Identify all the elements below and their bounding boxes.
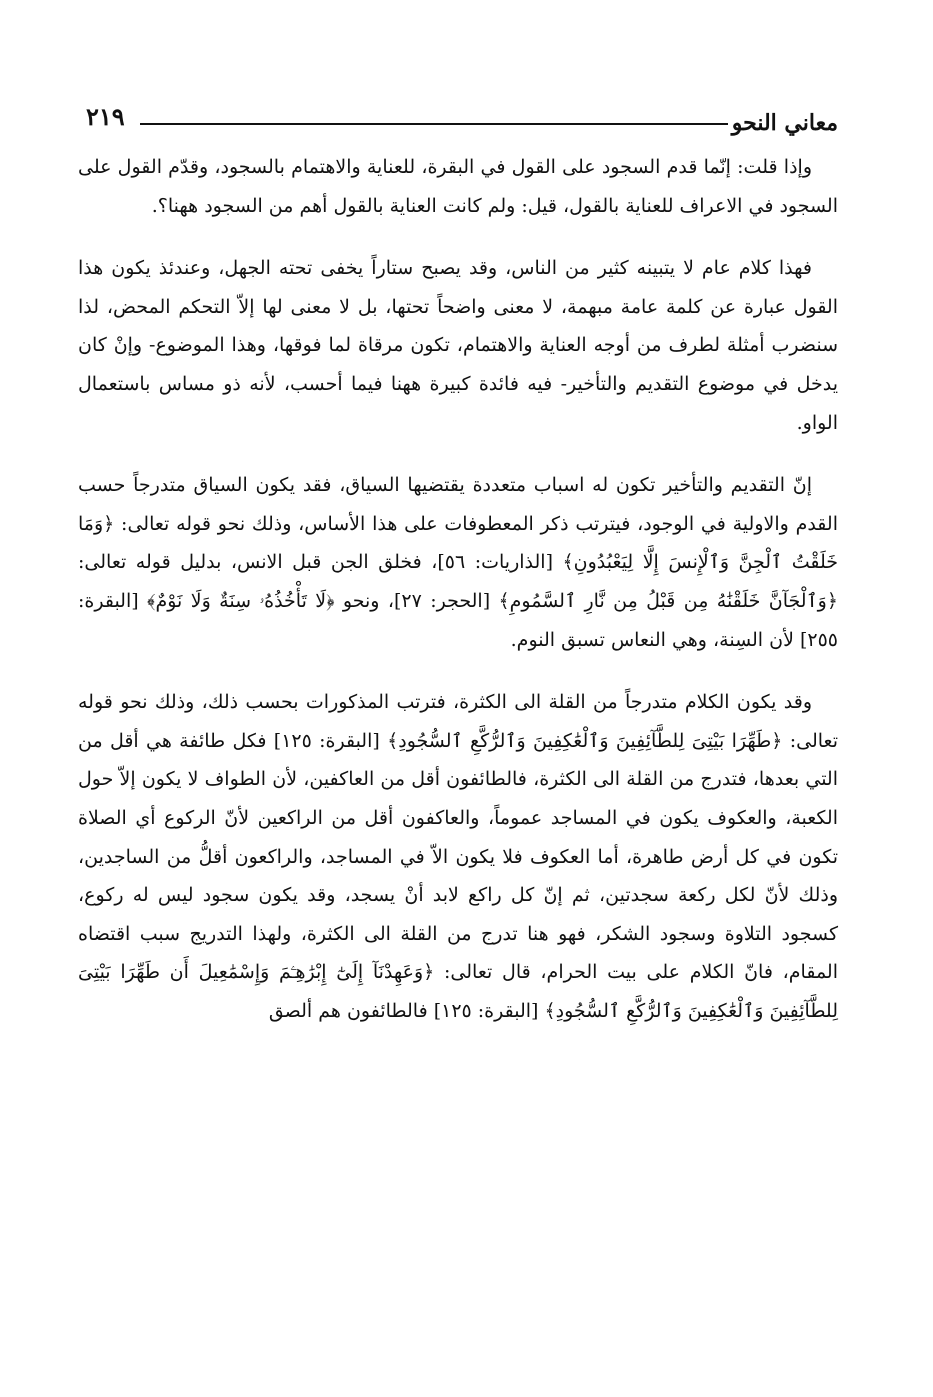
header-rule: [140, 123, 728, 125]
running-title: معاني النحو: [731, 110, 838, 136]
page-body: [78, 148, 838, 1030]
paragraph-2: فهذا كلام عام لا يتبينه كثير من الناس، وقد يصبح ستاراً يخفى تحته الجهل، وعندئذ يكون هذا القول عبارة عن كلمة عامة مبهمة، لا معنى واضحاً تحتها، بل لا معنى لها إلاّ التحكم المحض، لذا سنضرب أمثلة لطرف من أوجه العناية والاهتمام، تكون مرقاة لما فوقها، وهذا الموضوع- وإنْ كان يدخل في موضوع التقديم والتأخير- فيه فائدة كبيرة ههنا فيما أحسب، لأنه ذو مساس باستعمال الواو.: [78, 257, 838, 434]
page-number: ٢١٩: [86, 102, 125, 131]
book-page: [78, 100, 838, 1370]
paragraph-4: وقد يكون الكلام متدرجاً من القلة الى الكثرة، فترتب المذكورات بحسب ذلك، وذلك نحو قوله تعالى: ﴿طَهِّرَا بَيْتِىَ لِلطَّآئِفِينَ وَٱلْعَٰكِفِينَ وَٱلرُّكَّعِ ٱلسُّجُودِ﴾ [البقرة: ١٢٥] فكل طائفة هي أقل من التي بعدها، فتدرج من القلة الى الكثرة، فالطائفون أقل من العاكفين، لأن الطواف لا يكون إلاّ حول الكعبة، والعكوف يكون في المساجد عموماً، والعاكفون أقل من الراكعين لأنّ الركوع أي الصلاة تكون في كل أرض طاهرة، أما العكوف فلا يكون الاّ في المساجد، والراكعون أقلُّ من الساجدين، وذلك لأنّ لكل ركعة سجدتين، ثم إنّ كل راكع لابد أنْ يسجد، وقد يكون سجود ليس له ركوع، كسجود التلاوة وسجود الشكر، فهو هنا تدرج من القلة الى الكثرة، ولهذا التدريج سبب اقتضاه المقام، فانّ الكلام على بيت الحرام، قال تعالى: ﴿وَعَهِدْنَآ إِلَىٰٓ إِبْرَٰهِـۧمَ وَإِسْمَٰعِيلَ أَن طَهِّرَا بَيْتِىَ لِلطَّآئِفِينَ وَٱلْعَٰكِفِينَ وَٱلرُّكَّعِ ٱلسُّجُودِ﴾ [البقرة: ١٢٥] فالطائفون هم ألصق: [78, 691, 839, 1022]
paragraph-3: إنّ التقديم والتأخير تكون له اسباب متعددة يقتضيها السياق، فقد يكون السياق متدرجاً حسب القدم والاولية في الوجود، فيترتب ذكر المعطوفات على هذا الأساس، وذلك نحو قوله تعالى: ﴿وَمَا خَلَقْتُ ٱلْجِنَّ وَٱلْإِنسَ إِلَّا لِيَعْبُدُونِ﴾ [الذاريات: ٥٦]، فخلق الجن قبل الانس، بدليل قوله تعالى: ﴿وَٱلْجَآنَّ خَلَقْنَٰهُ مِن قَبْلُ مِن نَّارِ ٱلسَّمُومِ﴾ [الحجر: ٢٧]، ونحو ﴿لَا تَأْخُذُهُۥ سِنَةٌ وَلَا نَوْمٌ﴾ [البقرة: ٢٥٥] لأن السِنة، وهي النعاس تسبق النوم.: [78, 474, 838, 651]
paragraph-1: وإذا قلت: إنّما قدم السجود على القول في البقرة، للعناية والاهتمام بالسجود، وقدّم القول على السجود في الاعراف للعناية بالقول، قيل: ولم كانت العناية بالقول أهم من السجود ههنا؟.: [78, 156, 838, 217]
page-header: [78, 100, 838, 148]
